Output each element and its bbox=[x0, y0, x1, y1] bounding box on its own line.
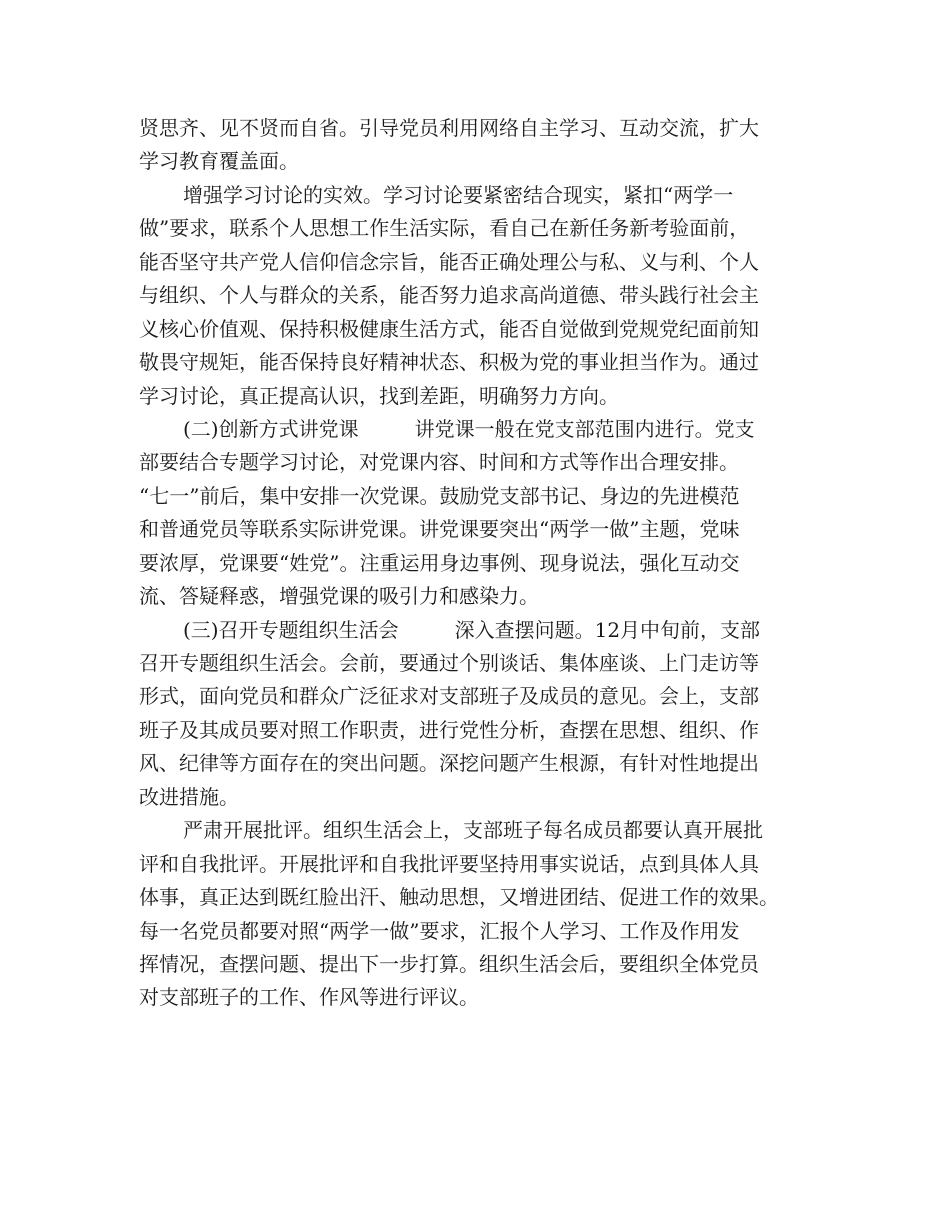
text-line: 和普通党员等联系实际讲党课。讲党课要突出“两学一做”主题，党味 bbox=[139, 517, 740, 542]
text-line: 贤思齐、见不贤而自省。引导党员利用网络自主学习、互动交流，扩大 bbox=[139, 116, 759, 140]
text-run: 讲党课一般在党支部范围内进行。党支 bbox=[414, 416, 755, 441]
text-line: 能否坚守共产党人信仰信念宗旨，能否正确处理公与私、义与利、个人 bbox=[139, 249, 759, 274]
text-line: 学习教育覆盖面。 bbox=[139, 149, 299, 174]
text-line: 做”要求，联系个人思想工作生活实际，看自己在新任务新考验面前， bbox=[139, 216, 750, 241]
text-line: 流、答疑释惑，增强党课的吸引力和感染力。 bbox=[139, 584, 539, 609]
text-line: 评和自我批评。开展批评和自我批评要坚持用事实说话，点到具体人具 bbox=[139, 851, 759, 876]
text-line: 义核心价值观、保持积极健康生活方式，能否自觉做到党规党纪面前知 bbox=[139, 316, 759, 341]
text-line: 要浓厚，党课要“姓党”。注重运用身边事例、现身说法，强化互动交 bbox=[139, 550, 740, 575]
text-line: 对支部班子的工作、作风等进行评议。 bbox=[139, 985, 479, 1010]
section-heading: (三)召开专题组织生活会 bbox=[183, 617, 399, 642]
section-line bbox=[139, 413, 829, 446]
text-line: 改进措施。 bbox=[139, 784, 239, 809]
text-line: 敬畏守规矩，能否保持良好精神状态、积极为党的事业担当作为。通过 bbox=[139, 350, 759, 375]
text-run: 深入查摆问题。12月中旬前，支部 bbox=[454, 617, 761, 642]
text-line: 挥情况，查摆问题、提出下一步打算。组织生活会后，要组织全体党员 bbox=[139, 951, 759, 976]
text-line: 严肃开展批评。组织生活会上，支部班子每名成员都要认真开展批 bbox=[183, 818, 763, 843]
text-line: 班子及其成员要对照工作职责，进行党性分析，查摆在思想、组织、作 bbox=[139, 717, 759, 742]
text-line: 增强学习讨论的实效。学习讨论要紧密结合现实，紧扣“两学一 bbox=[183, 182, 734, 207]
text-line: 形式，面向党员和群众广泛征求对支部班子及成员的意见。会上，支部 bbox=[139, 684, 759, 709]
text-line: 召开专题组织生活会。会前，要通过个别谈话、集体座谈、上门走访等 bbox=[139, 651, 759, 675]
section-line bbox=[139, 614, 829, 647]
text-line: 学习讨论，真正提高认识，找到差距，明确努力方向。 bbox=[139, 383, 619, 408]
text-line: 体事，真正达到既红脸出汗、触动思想，又增进团结、促进工作的效果。 bbox=[139, 885, 779, 910]
section-heading: (二)创新方式讲党课 bbox=[183, 416, 359, 441]
text-line: 部要结合专题学习讨论，对党课内容、时间和方式等作出合理安排。 bbox=[139, 450, 739, 475]
text-line: 与组织、个人与群众的关系，能否努力追求高尚道德、带头践行社会主 bbox=[139, 283, 759, 308]
text-line: 风、纪律等方面存在的突出问题。深挖问题产生根源，有针对性地提出 bbox=[139, 751, 759, 776]
text-line: 每一名党员都要对照“两学一做”要求，汇报个人学习、工作及作用发 bbox=[139, 918, 740, 943]
document-body bbox=[139, 112, 829, 1015]
text-line: “七一”前后，集中安排一次党课。鼓励党支部书记、身边的先进模范 bbox=[139, 483, 740, 508]
